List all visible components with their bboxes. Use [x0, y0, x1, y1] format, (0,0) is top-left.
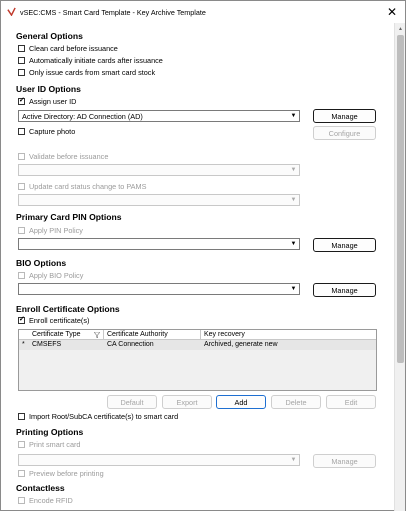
grid-header: [19, 330, 376, 340]
pin-options-heading: Primary Card PIN Options: [16, 212, 122, 222]
clean-card-checkbox[interactable]: [18, 45, 25, 52]
apply-pin-policy-checkbox[interactable]: [18, 227, 25, 234]
close-button[interactable]: [381, 3, 403, 21]
assign-user-id-label: Assign user ID: [29, 97, 77, 106]
bio-policy-select[interactable]: [18, 283, 300, 295]
validate-select[interactable]: [18, 164, 300, 176]
column-divider: [200, 330, 201, 340]
enroll-certificate-heading: Enroll Certificate Options: [16, 304, 120, 314]
edit-button[interactable]: Edit: [326, 395, 376, 409]
printing-options-heading: Printing Options: [16, 427, 84, 437]
apply-bio-policy-checkbox[interactable]: [18, 272, 25, 279]
pin-policy-select[interactable]: [18, 238, 300, 250]
enroll-certificates-checkbox[interactable]: [18, 317, 25, 324]
title-bar[interactable]: [1, 1, 405, 23]
column-certificate-authority[interactable]: Certificate Authority: [107, 331, 168, 338]
auto-initiate-checkbox[interactable]: [18, 57, 25, 64]
only-issue-stock-label: Only issue cards from smart card stock: [29, 68, 156, 77]
default-button[interactable]: Default: [107, 395, 157, 409]
directory-select[interactable]: [18, 110, 300, 122]
directory-select-value: Active Directory: AD Connection (AD): [22, 112, 143, 121]
app-logo-icon: [7, 7, 16, 16]
filter-icon[interactable]: [94, 332, 100, 338]
column-divider: [103, 330, 104, 340]
update-status-label: Update card status change to PAMS: [29, 182, 147, 191]
printing-manage-button[interactable]: Manage: [313, 454, 376, 468]
general-options-heading: General Options: [16, 31, 83, 41]
print-card-label: Print smart card: [29, 440, 81, 449]
encode-rfid-checkbox[interactable]: [18, 497, 25, 504]
table-row[interactable]: [19, 340, 376, 350]
add-button[interactable]: Add: [216, 395, 266, 409]
capture-photo-label: Capture photo: [29, 127, 76, 136]
column-certificate-type[interactable]: Certificate Type: [32, 331, 81, 338]
cell-key-recovery: Archived, generate new: [204, 341, 278, 348]
validate-before-checkbox[interactable]: [18, 153, 25, 160]
update-status-checkbox[interactable]: [18, 183, 25, 190]
scroll-content: [1, 23, 394, 511]
pams-select[interactable]: [18, 194, 300, 206]
chevron-down-icon: ▼: [290, 286, 297, 292]
print-profile-select[interactable]: [18, 454, 300, 466]
contactless-heading: Contactless: [16, 483, 65, 493]
apply-bio-policy-label: Apply BIO Policy: [29, 271, 84, 280]
cell-certificate-authority: CA Connection: [107, 341, 154, 348]
chevron-down-icon: ▼: [290, 241, 297, 247]
import-root-checkbox[interactable]: [18, 413, 25, 420]
import-root-label: Import Root/SubCA certificate(s) to smart card: [29, 412, 179, 421]
pin-manage-button[interactable]: Manage: [313, 238, 376, 252]
chevron-down-icon: ▼: [290, 197, 297, 203]
bio-manage-button[interactable]: Manage: [313, 283, 376, 297]
bio-options-heading: BIO Options: [16, 258, 67, 268]
assign-user-id-checkbox[interactable]: [18, 98, 25, 105]
preview-checkbox[interactable]: [18, 470, 25, 477]
chevron-down-icon: ▼: [290, 113, 297, 119]
user-id-options-heading: User ID Options: [16, 84, 81, 94]
validate-before-label: Validate before issuance: [29, 152, 109, 161]
column-key-recovery[interactable]: Key recovery: [204, 331, 245, 338]
chevron-down-icon: ▼: [290, 167, 297, 173]
scroll-thumb[interactable]: [397, 35, 404, 363]
configure-button[interactable]: Configure: [313, 126, 376, 140]
delete-button[interactable]: Delete: [271, 395, 321, 409]
only-issue-stock-checkbox[interactable]: [18, 69, 25, 76]
vertical-scrollbar[interactable]: [394, 23, 405, 511]
capture-photo-checkbox[interactable]: [18, 128, 25, 135]
print-card-checkbox[interactable]: [18, 441, 25, 448]
encode-rfid-label: Encode RFID: [29, 496, 73, 505]
cell-certificate-type: CMSEFS: [32, 341, 62, 348]
window-title: vSEC:CMS - Smart Card Template - Key Archive Template: [20, 8, 206, 17]
clean-card-label: Clean card before issuance: [29, 44, 118, 53]
certificate-grid[interactable]: [18, 329, 377, 391]
apply-pin-policy-label: Apply PIN Policy: [29, 226, 83, 235]
export-button[interactable]: Export: [162, 395, 212, 409]
auto-initiate-label: Automatically initiate cards after issuance: [29, 56, 163, 65]
close-icon: ✕: [386, 5, 398, 19]
chevron-down-icon: ▼: [290, 457, 297, 463]
preview-label: Preview before printing: [29, 469, 104, 478]
enroll-certificates-label: Enroll certificate(s): [29, 316, 90, 325]
scroll-up-icon[interactable]: ▲: [398, 25, 403, 32]
row-new-marker: *: [22, 341, 25, 348]
user-id-manage-button[interactable]: Manage: [313, 109, 376, 123]
